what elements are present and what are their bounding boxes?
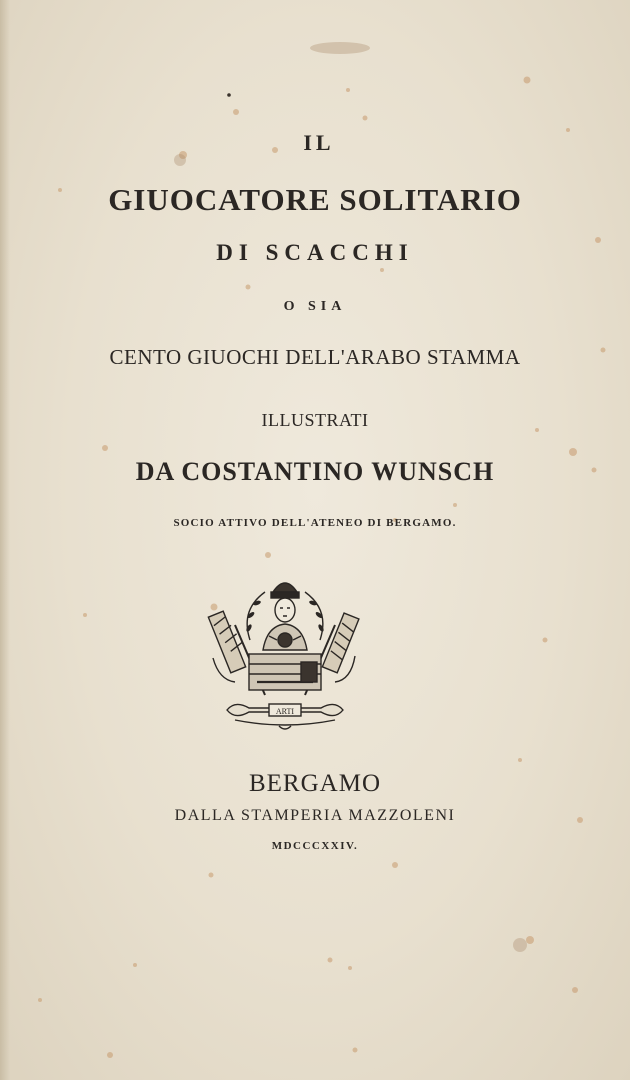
title-line-secondary: DI SCACCHI <box>216 240 414 265</box>
title-article: IL <box>303 130 335 155</box>
imprint-year: MDCCCXXIV. <box>271 840 359 852</box>
subtitle: CENTO GIUOCHI DELL'ARABO STAMMA <box>109 345 521 369</box>
imprint-place: BERGAMO <box>248 770 381 797</box>
imprint-printer: DALLA STAMPERIA MAZZOLENI <box>174 807 456 824</box>
printer-emblem-icon <box>205 570 365 735</box>
title-connector: O SIA <box>283 299 347 314</box>
author-affiliation: SOCIO ATTIVO DELL'ATENEO DI BERGAMO. <box>173 517 457 529</box>
title-line-main: GIUOCATORE SOLITARIO <box>108 182 522 217</box>
author-name: DA COSTANTINO WUNSCH <box>135 457 495 486</box>
svg-text:ARTI: ARTI <box>275 707 295 716</box>
illustrated-label: ILLUSTRATI <box>261 410 369 430</box>
